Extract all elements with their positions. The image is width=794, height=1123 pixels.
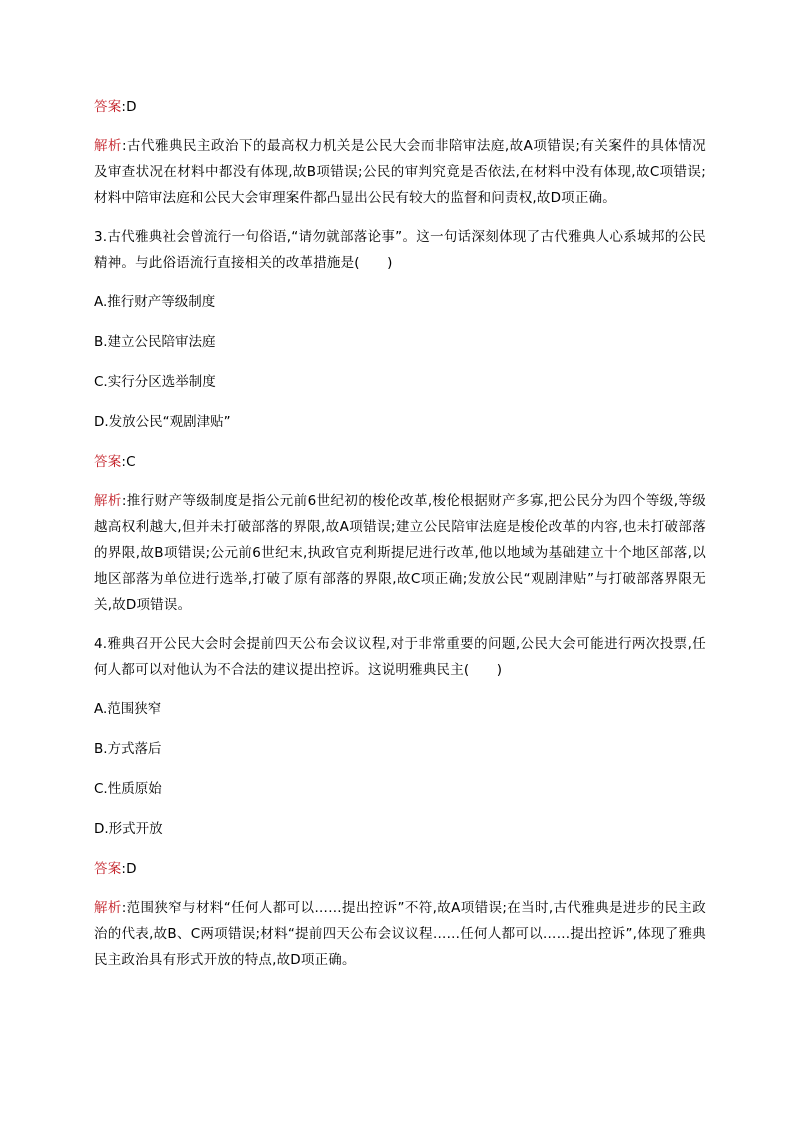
q4-option-a: A.范围狭窄 — [94, 701, 162, 717]
q3-answer — [94, 449, 706, 475]
analysis-label: 解析 — [94, 900, 122, 916]
q3-stem: 3.古代雅典社会曾流行一句俗语,“请勿就部落论事”。这一句话深刻体现了古代雅典人心系城邦的公民精神。与此俗语流行直接相关的改革措施是( ) — [94, 229, 706, 271]
q2-analysis — [94, 133, 706, 211]
document-page — [94, 94, 706, 986]
answer-label: 答案 — [94, 454, 122, 470]
answer-label: 答案 — [94, 99, 122, 115]
answer-label: 答案 — [94, 861, 122, 877]
analysis-label: 解析 — [94, 493, 122, 509]
answer-value: :C — [121, 454, 136, 470]
q3-option-d: D.发放公民“观剧津贴” — [94, 414, 231, 430]
analysis-text: :推行财产等级制度是指公元前6世纪初的梭伦改革,梭伦根据财产多寡,把公民分为四个等级,等级越高权利越大,但并未打破部落的界限,故A项错误;建立公民陪审法庭是梭伦改革的内容,也未打破部落的界限,故B项错误;公元前6世纪末,执政官克利斯提尼进行改革,他以地域为基础建立十个地区部落,以地区部落为单位进行选举,打破了原有部落的界限,故C项正确;发放公民“观剧津贴”与打破部落界限无关,故D项错误。 — [94, 493, 706, 613]
q4-option-d: D.形式开放 — [94, 821, 163, 837]
answer-value: :D — [121, 99, 137, 115]
q4-option-b: B.方式落后 — [94, 741, 162, 757]
q4-answer — [94, 856, 706, 882]
q3-option-c: C.实行分区选举制度 — [94, 374, 216, 390]
analysis-text: :古代雅典民主政治下的最高权力机关是公民大会而非陪审法庭,故A项错误;有关案件的具体情况及审查状况在材料中都没有体现,故B项错误;公民的审判究竟是否依法,在材料中没有体现,故C项错误;材料中陪审法庭和公民大会审理案件都凸显出公民有较大的监督和问责权,故D项正确。 — [94, 138, 707, 206]
analysis-label: 解析 — [94, 138, 122, 154]
q3-option-a: A.推行财产等级制度 — [94, 294, 216, 310]
q2-answer — [94, 94, 706, 120]
q4-stem: 4.雅典召开公民大会时会提前四天公布会议议程,对于非常重要的问题,公民大会可能进行两次投票,任何人都可以对他认为不合法的建议提出控诉。这说明雅典民主( ) — [94, 636, 706, 678]
q3-analysis — [94, 488, 706, 618]
q4-analysis — [94, 895, 706, 973]
analysis-text: :范围狭窄与材料“任何人都可以……提出控诉”不符,故A项错误;在当时,古代雅典是进步的民主政治的代表,故B、C两项错误;材料“提前四天公布会议议程……任何人都可以……提出控诉”,体现了雅典民主政治具有形式开放的特点,故D项正确。 — [94, 900, 706, 968]
q4-option-c: C.性质原始 — [94, 781, 162, 797]
q3-option-b: B.建立公民陪审法庭 — [94, 334, 216, 350]
answer-value: :D — [121, 861, 137, 877]
